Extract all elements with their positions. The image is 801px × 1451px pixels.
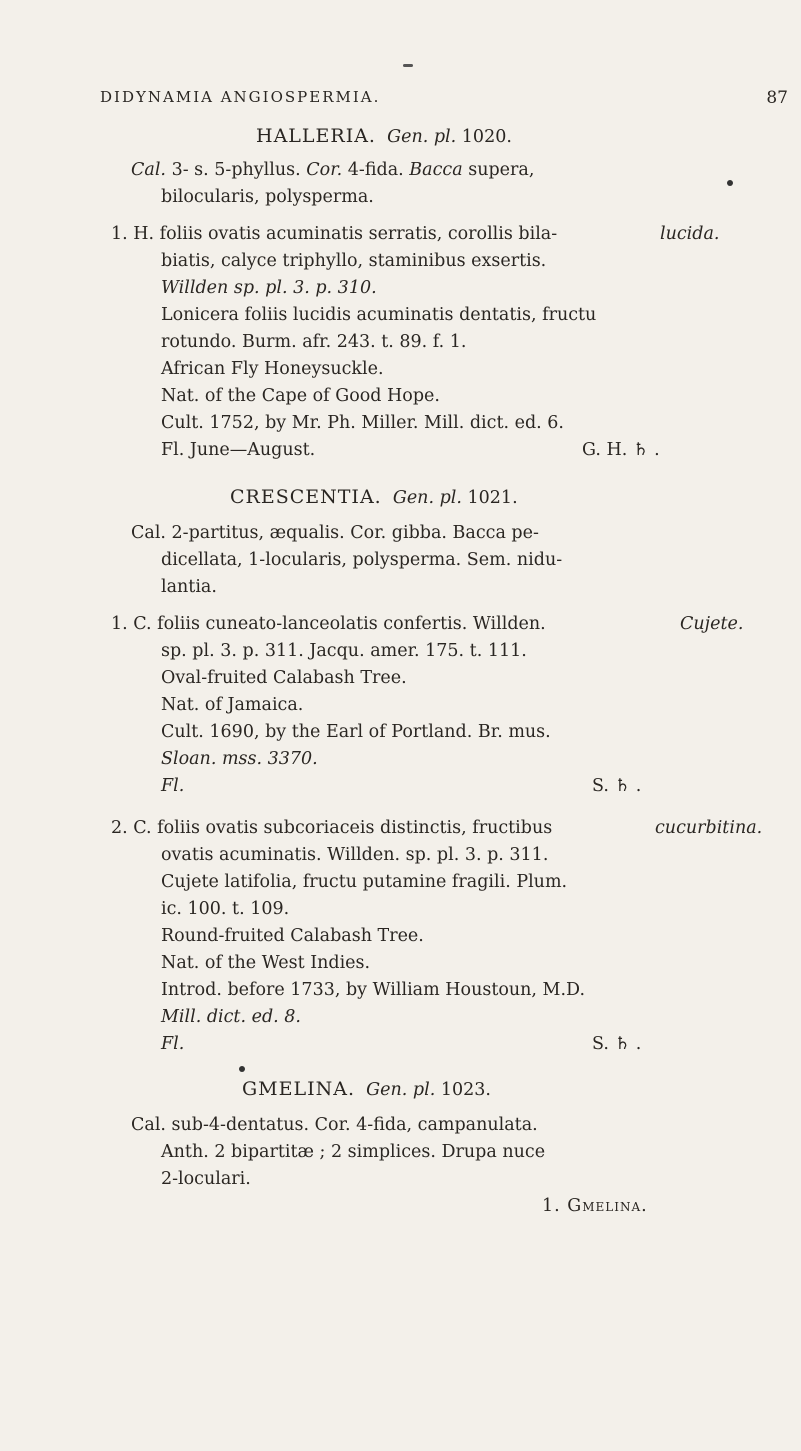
gmelina-character-line-1: Cal. sub-4-dentatus. Cor. 4-fida, campanulata. <box>131 1115 538 1135</box>
crescentia-sp1-line-7: Fl. <box>161 776 185 796</box>
crescentia-sp1-line-1: 1. C. foliis cuneato-lanceolatis confertis. Willden. <box>111 614 546 634</box>
crescentia-sp2-line-9: Fl. <box>161 1034 185 1054</box>
crescentia-sp1-line-3: Oval-fruited Calabash Tree. <box>161 668 407 688</box>
gmelina-species-reference: 1. Gmelina. <box>542 1196 648 1216</box>
halleria-sp1-line-4: Lonicera foliis lucidis acuminatis dentatis, fructu <box>161 305 597 325</box>
crescentia-sp2-habitat: S. ♄ . <box>592 1034 642 1054</box>
running-title: DIDYNAMIA ANGIOSPERMIA. <box>100 88 381 106</box>
printer-mark <box>403 64 413 67</box>
crescentia-sp2-line-5: Round-fruited Calabash Tree. <box>161 926 424 946</box>
print-speck <box>727 180 733 186</box>
gmelina-character-line-2: Anth. 2 bipartitæ ; 2 simplices. Drupa nuce <box>161 1142 546 1162</box>
halleria-sp1-line-5: rotundo. Burm. afr. 243. t. 89. f. 1. <box>161 332 467 352</box>
crescentia-character-line-2: dicellata, 1-locularis, polysperma. Sem. nidu- <box>161 550 563 570</box>
crescentia-sp1-epithet: Cujete. <box>680 614 744 634</box>
running-header <box>100 88 788 108</box>
genus-heading-gmelina: GMELINA. Gen. pl. 1023. <box>242 1078 491 1100</box>
crescentia-character-line-1: Cal. 2-partitus, æqualis. Cor. gibba. Bacca pe- <box>131 523 539 543</box>
crescentia-sp2-line-4: ic. 100. t. 109. <box>161 899 290 919</box>
halleria-sp1-line-8: Cult. 1752, by Mr. Ph. Miller. Mill. dict. ed. 6. <box>161 413 564 433</box>
crescentia-sp2-line-2: ovatis acuminatis. Willden. sp. pl. 3. p. 311. <box>161 845 549 865</box>
halleria-sp1-line-2: biatis, calyce triphyllo, staminibus exsertis. <box>161 251 547 271</box>
gmelina-character-line-3: 2-loculari. <box>161 1169 251 1189</box>
crescentia-sp1-line-5: Cult. 1690, by the Earl of Portland. Br. mus. <box>161 722 551 742</box>
crescentia-sp1-line-4: Nat. of Jamaica. <box>161 695 304 715</box>
halleria-sp1-line-3: Willden sp. pl. 3. p. 310. <box>161 278 377 298</box>
crescentia-sp2-line-7: Introd. before 1733, by William Houstoun, M.D. <box>161 980 586 1000</box>
genus-heading-halleria: HALLERIA. Gen. pl. 1020. <box>256 125 512 147</box>
halleria-sp1-epithet: lucida. <box>660 224 720 244</box>
halleria-sp1-line-6: African Fly Honeysuckle. <box>161 359 384 379</box>
crescentia-sp2-line-1: 2. C. foliis ovatis subcoriaceis distinctis, fructibus <box>111 818 553 838</box>
halleria-sp1-habitat: G. H. ♄ . <box>582 440 660 460</box>
crescentia-sp1-habitat: S. ♄ . <box>592 776 642 796</box>
crescentia-sp2-line-3: Cujete latifolia, fructu putamine fragili. Plum. <box>161 872 568 892</box>
halleria-sp1-line-9: Fl. June—August. <box>161 440 316 460</box>
crescentia-sp2-line-6: Nat. of the West Indies. <box>161 953 371 973</box>
halleria-sp1-line-7: Nat. of the Cape of Good Hope. <box>161 386 440 406</box>
print-speck-2 <box>239 1066 245 1072</box>
halleria-sp1-line-1: 1. H. foliis ovatis acuminatis serratis, corollis bila- <box>111 224 558 244</box>
genus-heading-crescentia: CRESCENTIA. Gen. pl. 1021. <box>230 486 518 508</box>
page-number: 87 <box>766 88 788 108</box>
crescentia-sp1-line-2: sp. pl. 3. p. 311. Jacqu. amer. 175. t. 111. <box>161 641 527 661</box>
crescentia-sp1-line-6: Sloan. mss. 3370. <box>161 749 318 769</box>
halleria-character-line-1: Cal. 3- s. 5-phyllus. Cor. 4-fida. Bacca supera, <box>131 160 535 180</box>
crescentia-sp2-epithet: cucurbitina. <box>655 818 763 838</box>
crescentia-sp2-line-8: Mill. dict. ed. 8. <box>161 1007 301 1027</box>
halleria-character-line-2: bilocularis, polysperma. <box>161 187 374 207</box>
crescentia-character-line-3: lantia. <box>161 577 217 597</box>
